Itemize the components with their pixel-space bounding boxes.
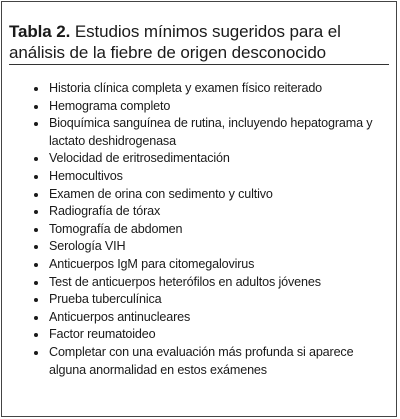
list-item bbox=[33, 344, 388, 379]
studies-list bbox=[33, 80, 388, 379]
list-item-text: Anticuerpos IgM para citomegalovirus bbox=[49, 256, 255, 271]
list-item-text: Velocidad de eritrosedimentación bbox=[49, 151, 230, 166]
bullet-icon bbox=[34, 281, 38, 285]
list-item bbox=[33, 168, 388, 186]
list-item bbox=[33, 274, 388, 292]
list-item-text: Bioquímica sanguínea de rutina, incluyendo hepatograma y lactato deshidrogenasa bbox=[49, 116, 373, 148]
bullet-icon bbox=[34, 87, 38, 91]
title-divider bbox=[9, 64, 389, 65]
list-item-text: Factor reumatoideo bbox=[49, 327, 156, 342]
list-item bbox=[33, 115, 388, 150]
table-title: Estudios mínimos sugeridos para el análisis de la fiebre de origen desconocido bbox=[9, 22, 341, 62]
list-item bbox=[33, 98, 388, 116]
list-item-text: Radiografía de tórax bbox=[49, 204, 161, 219]
list-item-text: Hemocultivos bbox=[49, 168, 123, 183]
list-item bbox=[33, 326, 388, 344]
list-item bbox=[33, 203, 388, 221]
list-item bbox=[33, 80, 388, 98]
list-item-text: Tomografía de abdomen bbox=[49, 221, 183, 236]
bullet-icon bbox=[34, 122, 38, 126]
list-item-text: Serología VIH bbox=[49, 239, 126, 254]
bullet-icon bbox=[34, 351, 38, 355]
list-item-text: Prueba tuberculínica bbox=[49, 292, 162, 307]
bullet-icon bbox=[34, 105, 38, 109]
list-item bbox=[33, 150, 388, 168]
bullet-icon bbox=[34, 333, 38, 337]
bullet-icon bbox=[34, 175, 38, 179]
bullet-icon bbox=[34, 298, 38, 302]
bullet-icon bbox=[34, 210, 38, 214]
list-item-text: Test de anticuerpos heterófilos en adultos jóvenes bbox=[49, 274, 321, 289]
list-item-text: Historia clínica completa y examen físico reiterado bbox=[49, 81, 323, 95]
list-item-text: Anticuerpos antinucleares bbox=[49, 309, 191, 324]
bullet-icon bbox=[34, 316, 38, 320]
bullet-icon bbox=[34, 193, 38, 197]
list-item bbox=[33, 291, 388, 309]
table-label: Tabla 2. bbox=[9, 22, 71, 41]
table-caption bbox=[9, 21, 385, 63]
list-item-text: Completar con una evaluación más profunda si aparece alguna anormalidad en estos exámenes bbox=[49, 344, 354, 377]
bullet-icon bbox=[34, 245, 38, 249]
list-item bbox=[33, 238, 388, 256]
list-item-text: Hemograma completo bbox=[49, 98, 171, 113]
list-item bbox=[33, 309, 388, 327]
list-item-text: Examen de orina con sedimento y cultivo bbox=[49, 186, 273, 201]
bullet-icon bbox=[34, 228, 38, 232]
bullet-icon bbox=[34, 263, 38, 267]
list-item bbox=[33, 256, 388, 274]
bullet-icon bbox=[34, 157, 38, 161]
list-item bbox=[33, 186, 388, 204]
list-item bbox=[33, 221, 388, 239]
